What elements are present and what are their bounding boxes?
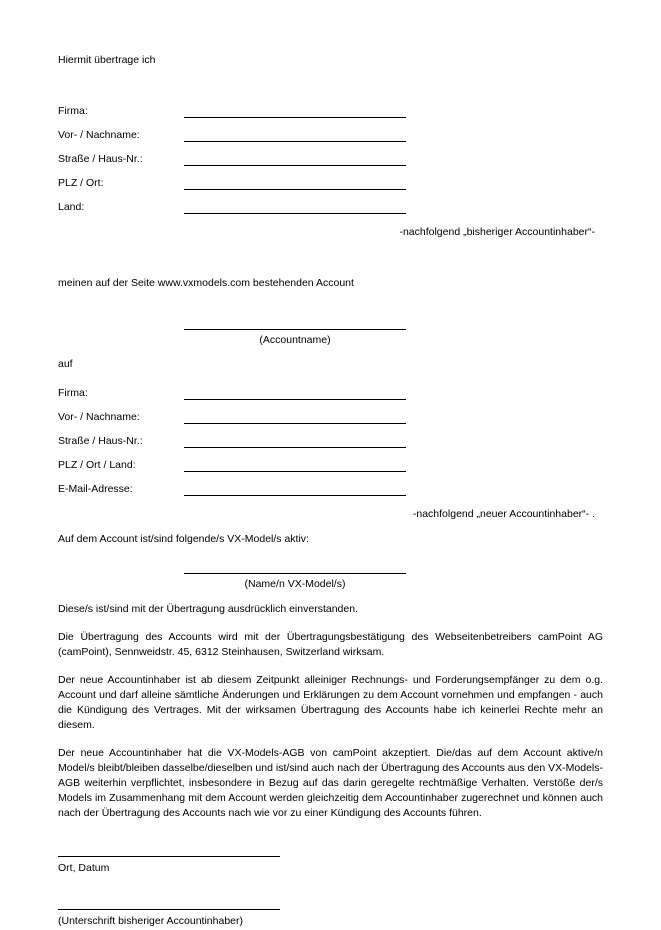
field-input-name[interactable] [184,128,406,142]
accountname-caption: (Accountname) [259,334,331,346]
field-input-zip-city[interactable] [184,176,406,190]
model-name-caption: (Name/n VX-Model/s) [244,578,346,590]
field-label-firma: Firma: [58,105,88,117]
field-input-model-names[interactable] [184,560,406,574]
field-label-name: Vor- / Nachname: [58,129,140,141]
paragraph-rights-transfer: Der neue Accountinhaber ist ab diesem Zeitpunkt alleiniger Rechnungs- und Forderungsempfänger zu dem o.g. Account und darf alleine sämtliche Änderungen und Erklärungen zu dem Account vornehmen und empfangen - auch die Kündigung des Vertrages. Mit der wirksamen Übertragung des Accounts habe ich keinerlei Rechte mehr an diesem. [58,674,603,731]
field-label-new-firma: Firma: [58,387,88,399]
consent-line: Diese/s ist/sind mit der Übertragung ausdrücklich einverstanden. [58,603,358,615]
field-row [58,472,603,496]
auf-label: auf [58,358,73,370]
field-row [58,118,603,142]
field-input-firma[interactable] [184,104,406,118]
models-active-line: Auf dem Account ist/sind folgende/s VX-Model/s aktiv: [58,533,309,545]
signature-area [58,843,603,927]
field-input-new-name[interactable] [184,410,406,424]
intro-text: Hiermit übertrage ich [58,54,156,66]
signature-caption: (Unterschrift bisheriger Accountinhaber) [58,915,244,927]
field-label-country: Land: [58,201,85,213]
field-label-zip-city: PLZ / Ort: [58,177,104,189]
place-date-caption: Ort, Datum [58,862,110,874]
field-input-new-zip-city-country[interactable] [184,458,406,472]
field-input-signature[interactable] [58,896,280,910]
field-row [58,190,603,214]
field-row [58,448,603,472]
field-row [58,166,603,190]
field-row [58,142,603,166]
field-row [58,376,603,400]
field-input-new-email[interactable] [184,482,406,496]
account-line: meinen auf der Seite www.vxmodels.com bestehenden Account [58,277,354,289]
field-label-new-email: E-Mail-Adresse: [58,483,133,495]
new-owner-field-group [58,376,603,496]
accountname-block [184,316,406,346]
field-input-accountname[interactable] [184,316,406,330]
paragraph-effectiveness: Die Übertragung des Accounts wird mit der Übertragungsbestätigung des Webseitenbetreibers camPoint AG (camPoint), Sennweidstr. 45, 6312 Steinhausen, Switzerland wirksam. [58,631,603,658]
field-input-new-firma[interactable] [184,386,406,400]
new-owner-note: -nachfolgend „neuer Accountinhaber“- . [412,508,595,520]
field-label-new-zip-city-country: PLZ / Ort / Land: [58,459,136,471]
field-row [58,94,603,118]
field-label-street: Straße / Haus-Nr.: [58,153,143,165]
field-input-street[interactable] [184,152,406,166]
field-input-place-date[interactable] [58,843,280,857]
old-owner-note: -nachfolgend „bisheriger Accountinhaber“- [399,226,595,238]
field-row [58,424,603,448]
paragraph-agb-acceptance: Der neue Accountinhaber hat die VX-Models-AGB von camPoint akzeptiert. Die/das auf dem Account aktive/n Model/s bleibt/bleiben dasselbe/dieselben und ist/sind auch nach der Übertragung des Accounts aus den VX-Models-AGB weiterhin verpflichtet, insbesondere in Bezug auf das darin geregelte rechtmäßige Verhalten. Verstöße der/s Models im Zusammenhang mit dem Account werden gleichzeitig dem Accountinhaber zugerechnet und können auch nach der Übertragung des Accounts nach wie vor zu einer Kündigung des Accounts führen. [58,747,603,819]
field-label-new-street: Straße / Haus-Nr.: [58,435,143,447]
old-owner-field-group [58,94,603,214]
field-input-new-street[interactable] [184,434,406,448]
field-row [58,400,603,424]
field-input-country[interactable] [184,200,406,214]
model-name-block [184,560,406,590]
field-label-new-name: Vor- / Nachname: [58,411,140,423]
